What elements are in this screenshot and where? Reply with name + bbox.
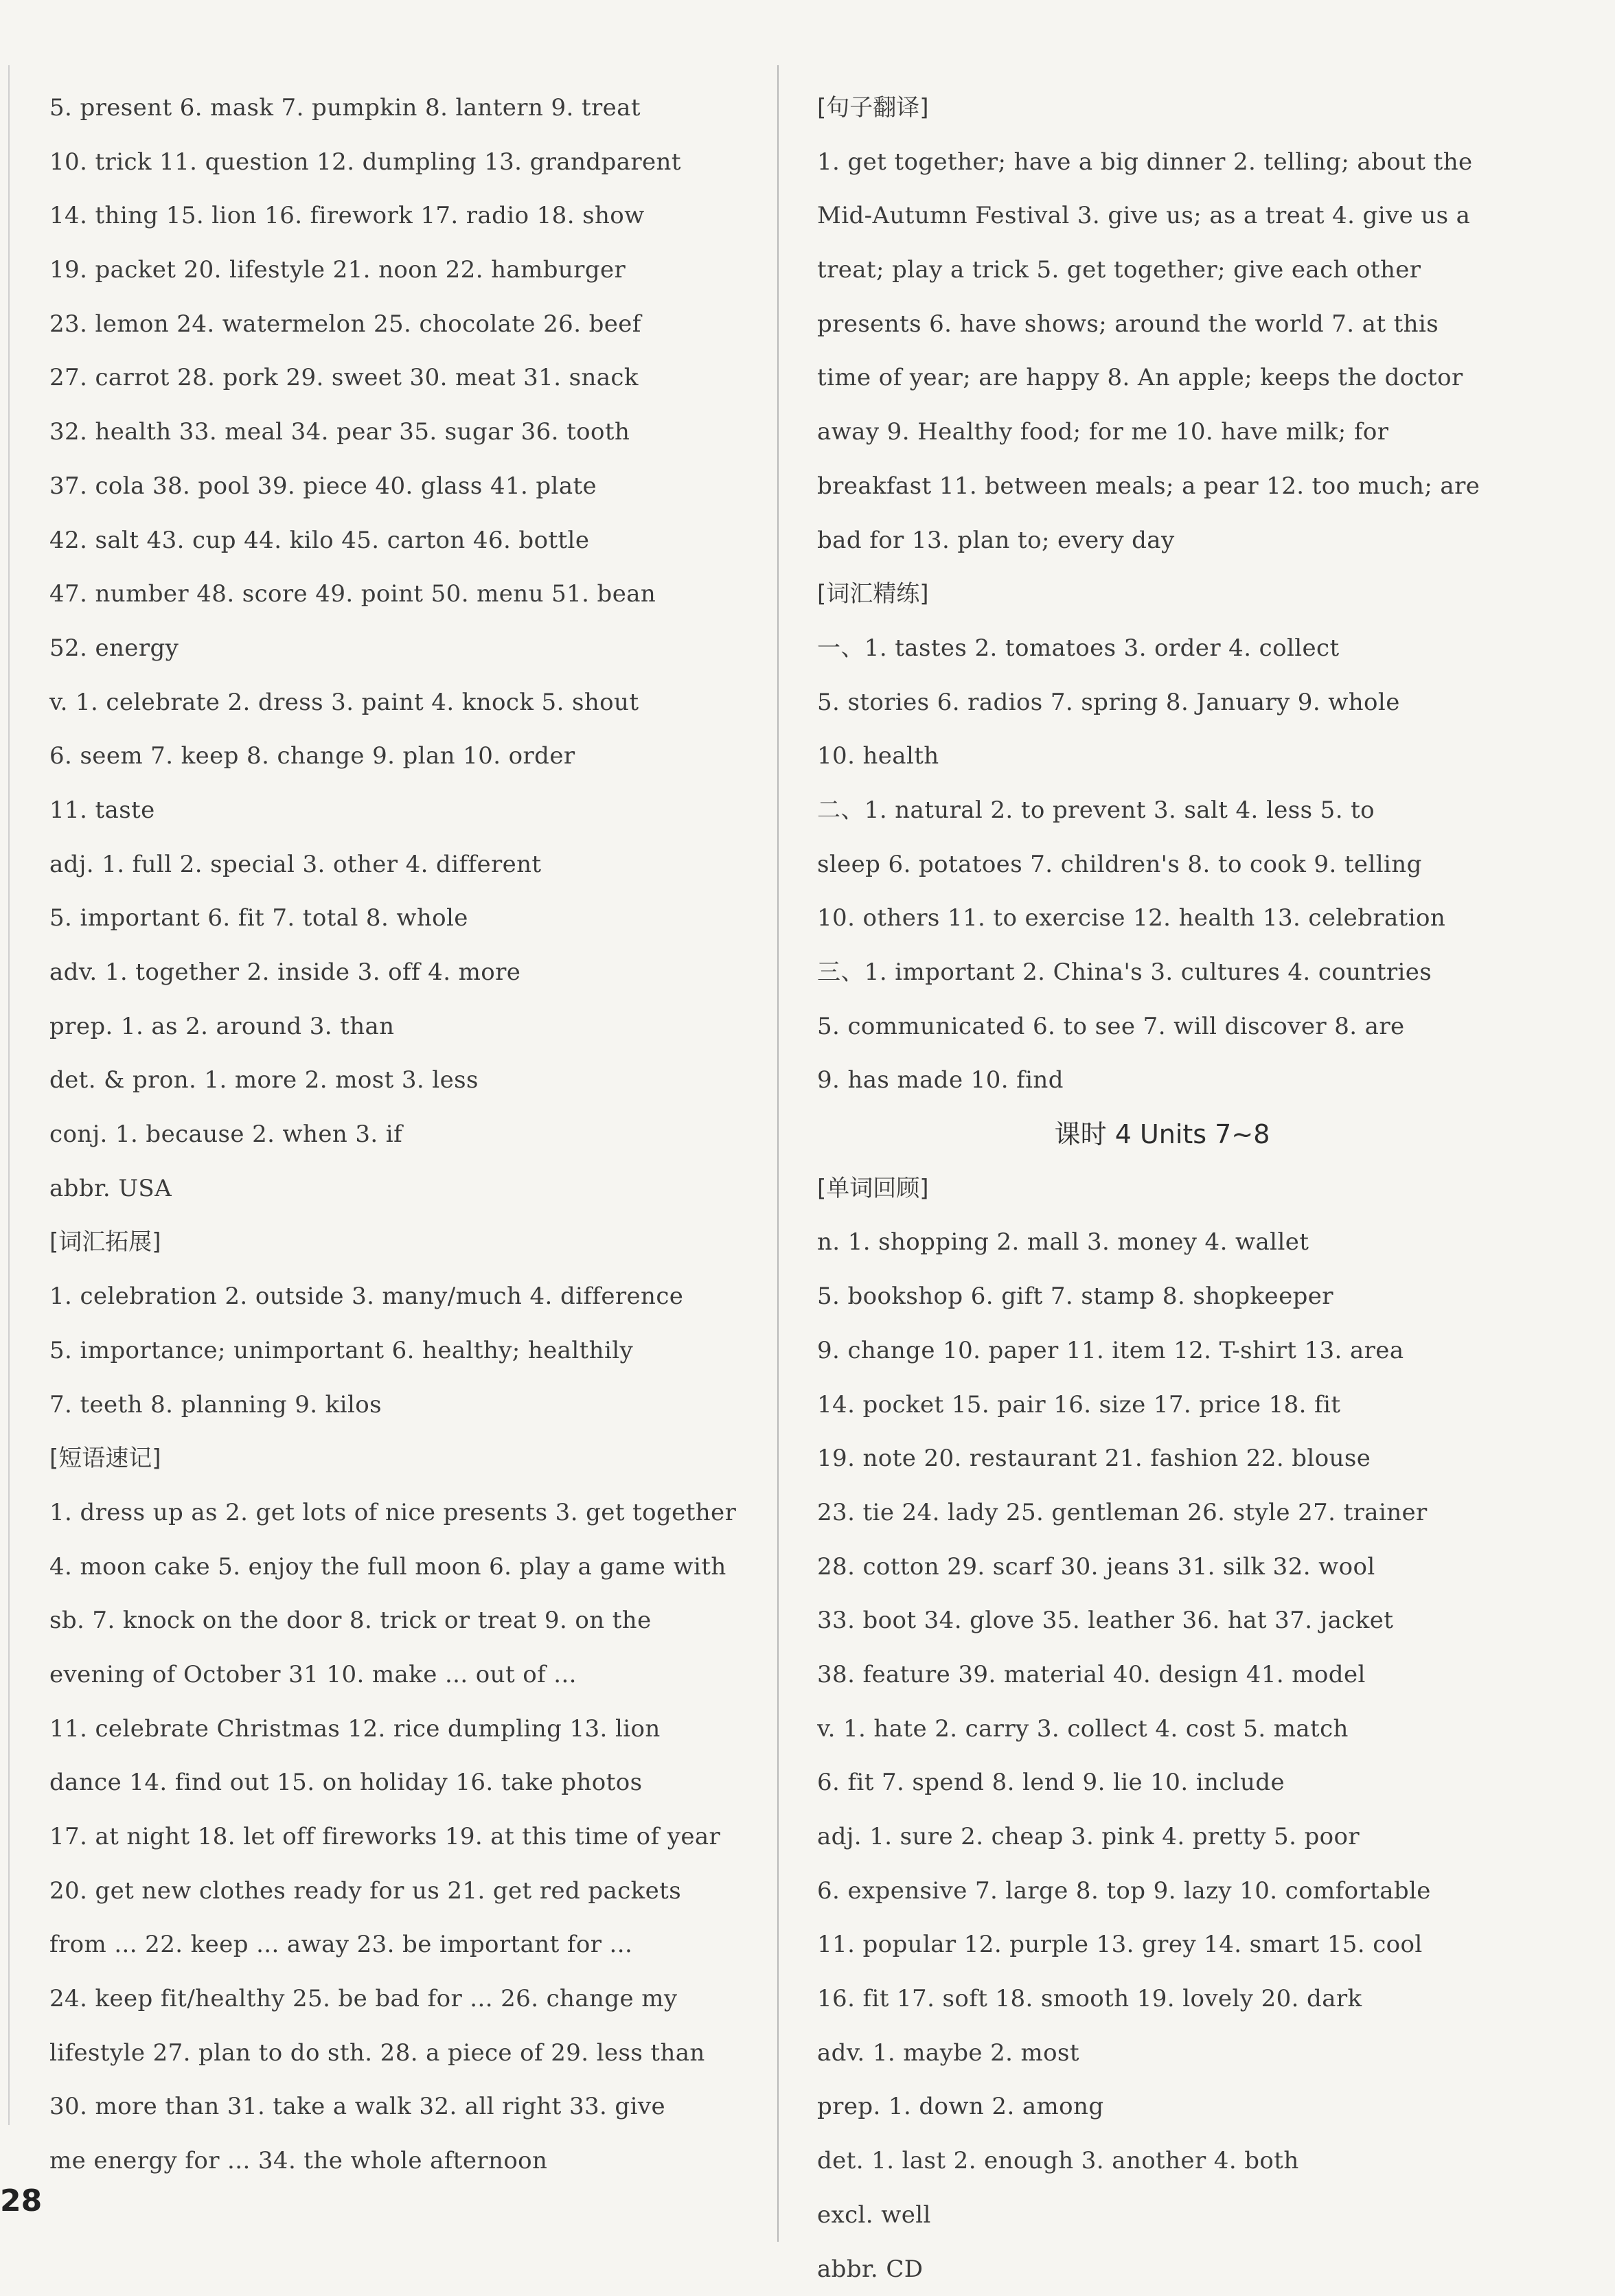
answer-line: 52. energy (49, 621, 743, 676)
answer-line: dance 14. find out 15. on holiday 16. take photos (49, 1756, 743, 1810)
right-column (817, 81, 1507, 2296)
answer-line: presents 6. have shows; around the world 7. at this (817, 297, 1507, 352)
answer-line: 19. packet 20. lifestyle 21. noon 22. hamburger (49, 243, 743, 297)
answer-line: abbr. USA (49, 1162, 743, 1216)
answer-line: sleep 6. potatoes 7. children's 8. to cook 9. telling (817, 838, 1507, 892)
lesson-title: 课时 4 Units 7~8 (817, 1107, 1507, 1162)
answer-line: 20. get new clothes ready for us 21. get red packets (49, 1864, 743, 1918)
answer-line: 5. communicated 6. to see 7. will discover 8. are (817, 1000, 1507, 1054)
answer-line: bad for 13. plan to; every day (817, 514, 1507, 568)
answer-line: 16. fit 17. soft 18. smooth 19. lovely 20. dark (817, 1972, 1507, 2026)
answer-line: 14. pocket 15. pair 16. size 17. price 18. fit (817, 1378, 1507, 1432)
answer-line: 5. present 6. mask 7. pumpkin 8. lantern 9. treat (49, 81, 743, 135)
answer-line: 37. cola 38. pool 39. piece 40. glass 41. plate (49, 459, 743, 514)
answer-line: away 9. Healthy food; for me 10. have milk; for (817, 405, 1507, 459)
answer-line: 三、1. important 2. China's 3. cultures 4. countries (817, 945, 1507, 1000)
answer-line: 14. thing 15. lion 16. firework 17. radio 18. show (49, 189, 743, 243)
answer-line: det. & pron. 1. more 2. most 3. less (49, 1053, 743, 1107)
answer-line: 10. others 11. to exercise 12. health 13. celebration (817, 891, 1507, 945)
answer-line: 1. get together; have a big dinner 2. telling; about the (817, 135, 1507, 190)
answer-line: 27. carrot 28. pork 29. sweet 30. meat 31. snack (49, 351, 743, 405)
answer-line: 23. lemon 24. watermelon 25. chocolate 26. beef (49, 297, 743, 352)
left-page-edge (8, 65, 10, 2125)
answer-line: 28. cotton 29. scarf 30. jeans 31. silk 32. wool (817, 1540, 1507, 1594)
answer-line: time of year; are happy 8. An apple; keeps the doctor (817, 351, 1507, 405)
answer-line: 32. health 33. meal 34. pear 35. sugar 36. tooth (49, 405, 743, 459)
answer-line: 30. more than 31. take a walk 32. all right 33. give (49, 2080, 743, 2134)
answer-line: sb. 7. knock on the door 8. trick or treat 9. on the (49, 1594, 743, 1648)
answer-line: prep. 1. as 2. around 3. than (49, 1000, 743, 1054)
section-header: [句子翻译] (817, 81, 1507, 135)
answer-line: adj. 1. full 2. special 3. other 4. different (49, 838, 743, 892)
answer-line: 9. has made 10. find (817, 1053, 1507, 1107)
answer-line: Mid-Autumn Festival 3. give us; as a treat 4. give us a (817, 189, 1507, 243)
answer-line: 38. feature 39. material 40. design 41. model (817, 1648, 1507, 1702)
answer-line: 47. number 48. score 49. point 50. menu 51. bean (49, 567, 743, 621)
answer-line: 11. celebrate Christmas 12. rice dumpling 13. lion (49, 1702, 743, 1756)
column-divider (777, 65, 779, 2242)
section-header: [词汇拓展] (49, 1215, 743, 1270)
answer-line: from ... 22. keep ... away 23. be important for ... (49, 1918, 743, 1972)
answer-line: det. 1. last 2. enough 3. another 4. both (817, 2134, 1507, 2188)
answer-line: 5. important 6. fit 7. total 8. whole (49, 891, 743, 945)
answer-line: 10. trick 11. question 12. dumpling 13. grandparent (49, 135, 743, 190)
answer-line: 5. bookshop 6. gift 7. stamp 8. shopkeeper (817, 1270, 1507, 1324)
answer-line: 33. boot 34. glove 35. leather 36. hat 37. jacket (817, 1594, 1507, 1648)
answer-line: 6. seem 7. keep 8. change 9. plan 10. order (49, 729, 743, 783)
answer-line: treat; play a trick 5. get together; give each other (817, 243, 1507, 297)
answer-line: 1. dress up as 2. get lots of nice presents 3. get together (49, 1486, 743, 1540)
answer-line: conj. 1. because 2. when 3. if (49, 1107, 743, 1162)
answer-line: 6. fit 7. spend 8. lend 9. lie 10. include (817, 1756, 1507, 1810)
answer-line: v. 1. hate 2. carry 3. collect 4. cost 5. match (817, 1702, 1507, 1756)
answer-line: evening of October 31 10. make ... out of ... (49, 1648, 743, 1702)
answer-line: 11. taste (49, 783, 743, 838)
answer-line: 23. tie 24. lady 25. gentleman 26. style 27. trainer (817, 1486, 1507, 1540)
answer-line: 7. teeth 8. planning 9. kilos (49, 1378, 743, 1432)
answer-line: 二、1. natural 2. to prevent 3. salt 4. less 5. to (817, 783, 1507, 838)
answer-line: adv. 1. maybe 2. most (817, 2026, 1507, 2080)
answer-line: 24. keep fit/healthy 25. be bad for ... 26. change my (49, 1972, 743, 2026)
page-number: 28 (0, 2183, 42, 2218)
answer-line: 4. moon cake 5. enjoy the full moon 6. play a game with (49, 1540, 743, 1594)
answer-line: n. 1. shopping 2. mall 3. money 4. wallet (817, 1215, 1507, 1270)
answer-line: 19. note 20. restaurant 21. fashion 22. blouse (817, 1432, 1507, 1486)
answer-line: 10. health (817, 729, 1507, 783)
answer-line: abbr. CD (817, 2242, 1507, 2296)
answer-line: 11. popular 12. purple 13. grey 14. smart 15. cool (817, 1918, 1507, 1972)
answer-line: 17. at night 18. let off fireworks 19. at this time of year (49, 1810, 743, 1864)
answer-line: 9. change 10. paper 11. item 12. T-shirt 13. area (817, 1324, 1507, 1378)
answer-line: 42. salt 43. cup 44. kilo 45. carton 46. bottle (49, 514, 743, 568)
answer-line: adj. 1. sure 2. cheap 3. pink 4. pretty 5. poor (817, 1810, 1507, 1864)
answer-line: me energy for ... 34. the whole afternoon (49, 2134, 743, 2188)
answer-line: lifestyle 27. plan to do sth. 28. a piece of 29. less than (49, 2026, 743, 2080)
answer-line: 5. importance; unimportant 6. healthy; healthily (49, 1324, 743, 1378)
section-header: [短语速记] (49, 1432, 743, 1486)
section-header: [词汇精练] (817, 567, 1507, 621)
left-column (49, 81, 743, 2188)
answer-line: 5. stories 6. radios 7. spring 8. January 9. whole (817, 676, 1507, 730)
answer-line: 1. celebration 2. outside 3. many/much 4. difference (49, 1270, 743, 1324)
section-header: [单词回顾] (817, 1162, 1507, 1216)
answer-line: breakfast 11. between meals; a pear 12. too much; are (817, 459, 1507, 514)
answer-line: adv. 1. together 2. inside 3. off 4. more (49, 945, 743, 1000)
answer-line: prep. 1. down 2. among (817, 2080, 1507, 2134)
answer-line: 一、1. tastes 2. tomatoes 3. order 4. collect (817, 621, 1507, 676)
answer-line: excl. well (817, 2188, 1507, 2242)
answer-line: v. 1. celebrate 2. dress 3. paint 4. knock 5. shout (49, 676, 743, 730)
answer-line: 6. expensive 7. large 8. top 9. lazy 10. comfortable (817, 1864, 1507, 1918)
